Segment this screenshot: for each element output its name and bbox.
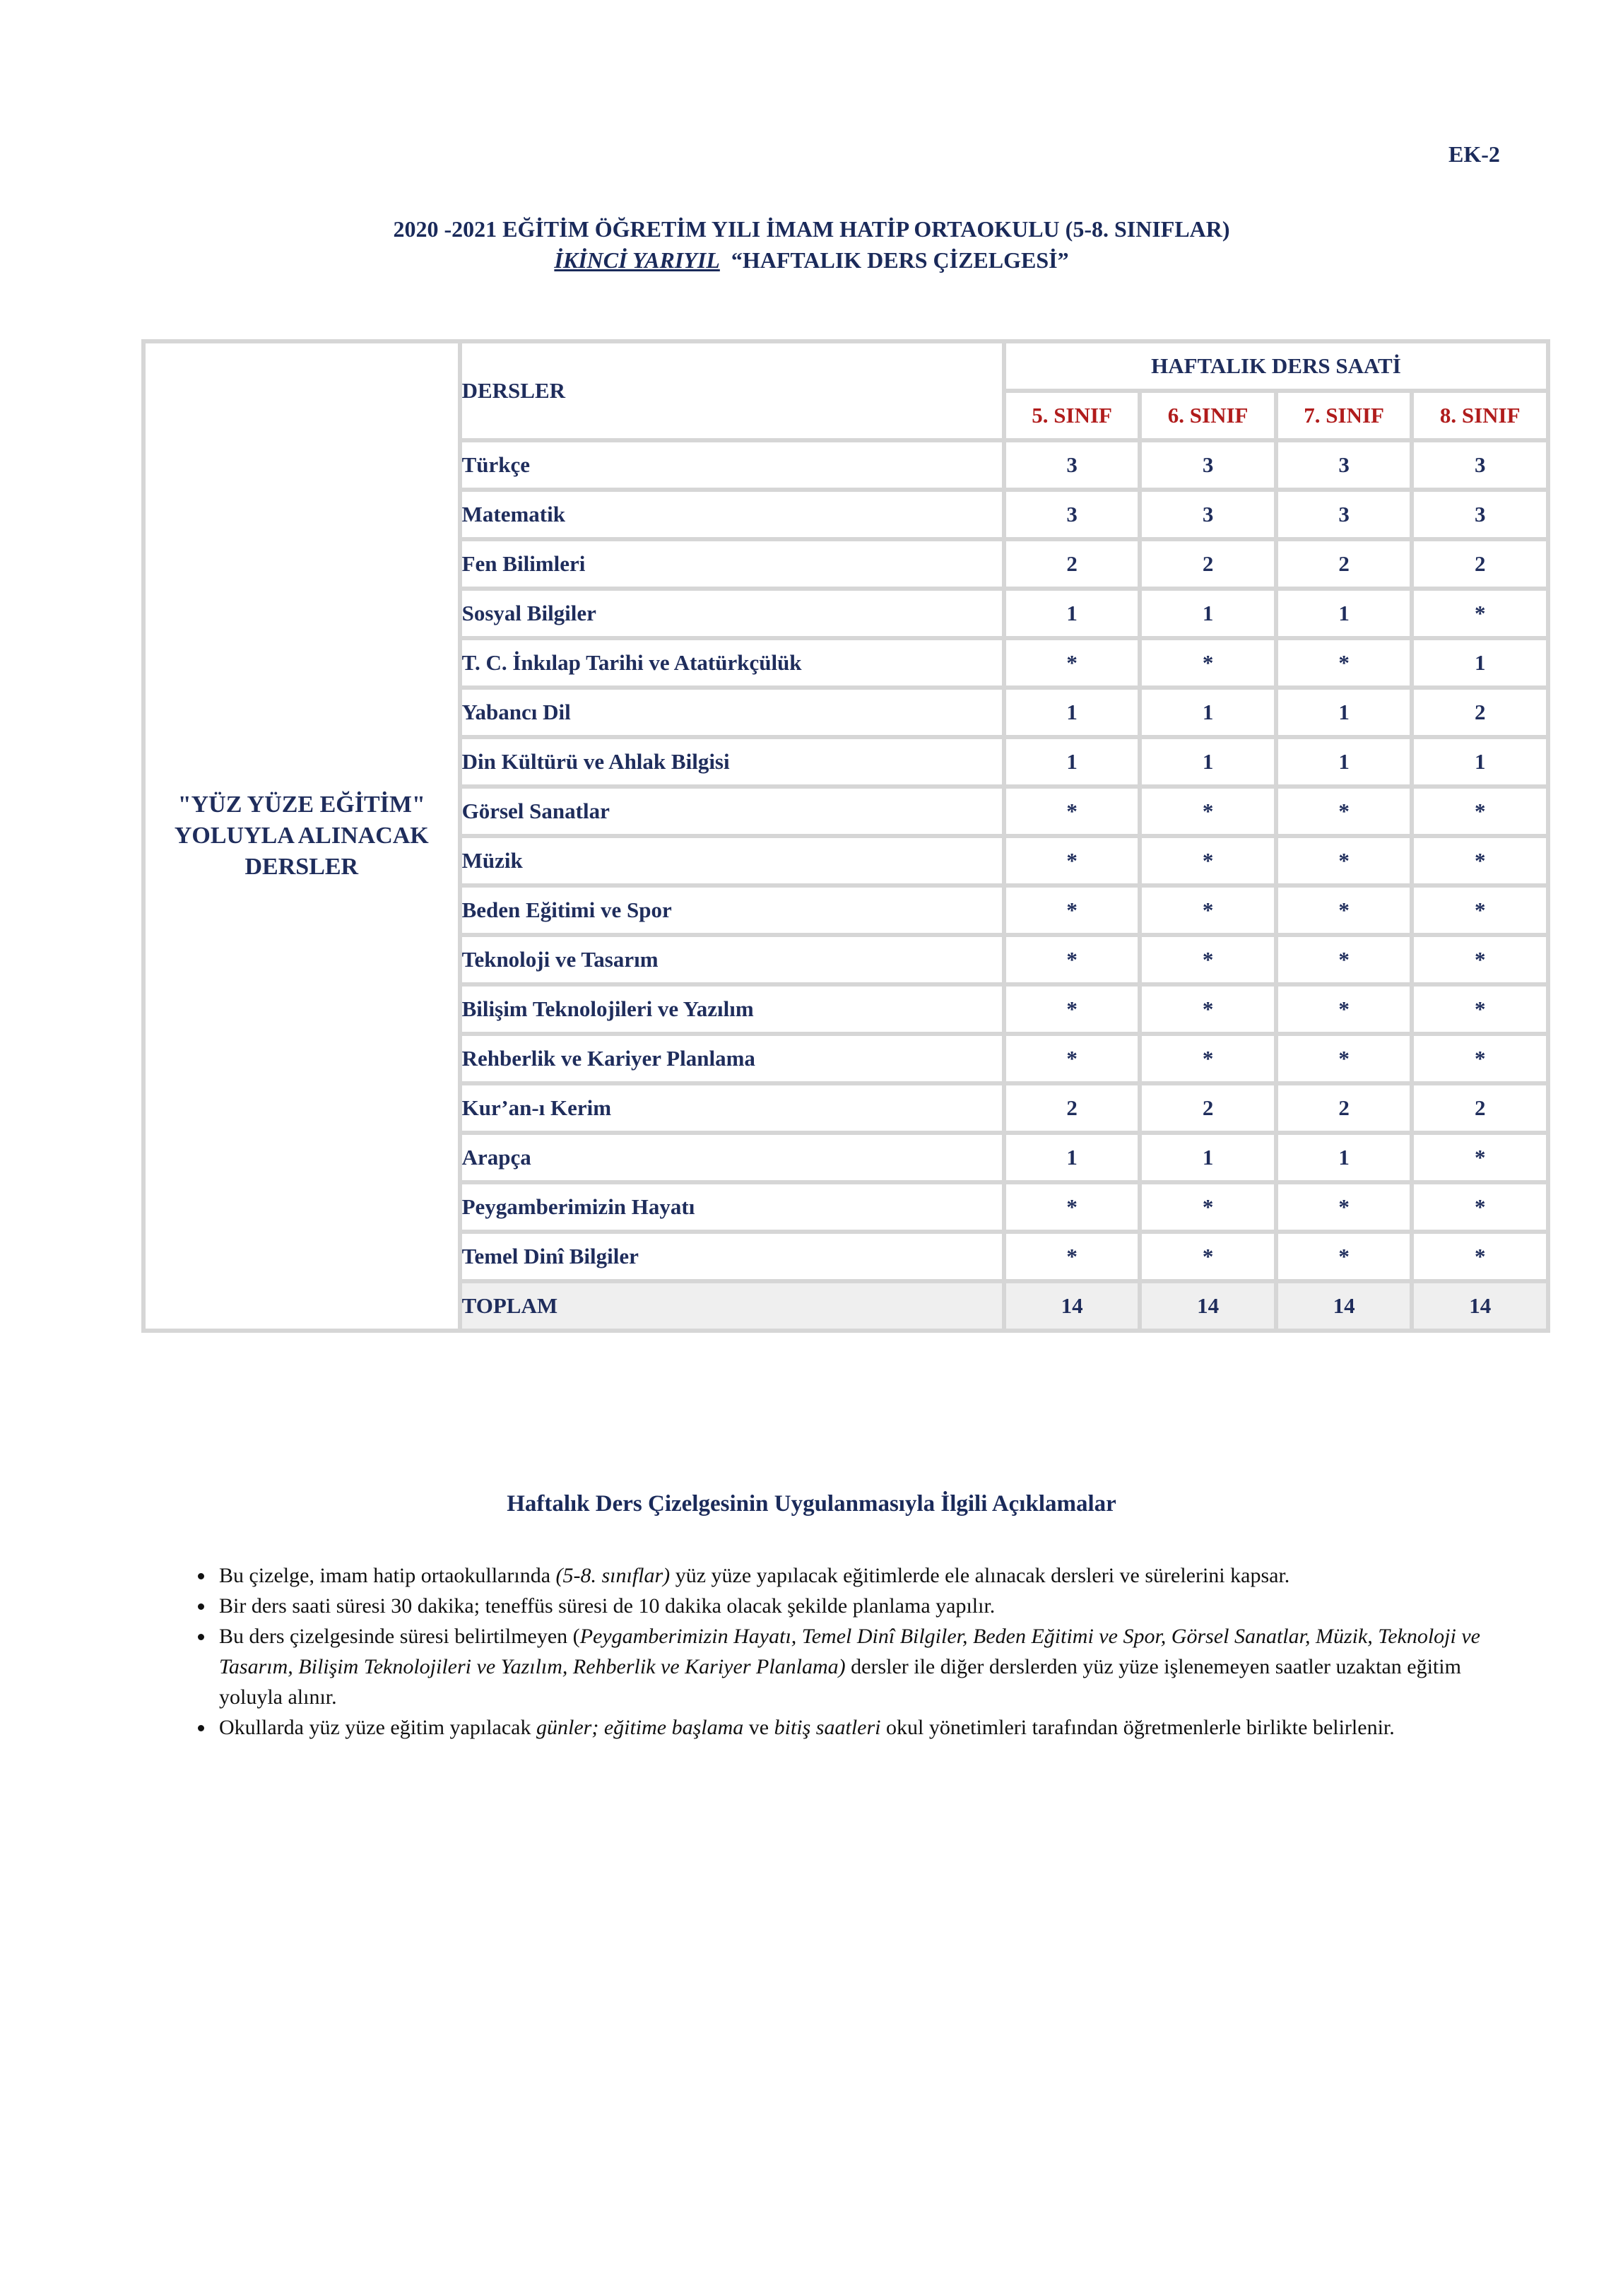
hours-cell: * [1006, 640, 1138, 685]
hours-cell: * [1278, 640, 1410, 685]
course-name: Bilişim Teknolojileri ve Yazılım [462, 987, 1002, 1032]
course-name: Kur’an-ı Kerim [462, 1085, 1002, 1131]
course-name: Matematik [462, 492, 1002, 537]
hours-cell: * [1278, 1234, 1410, 1279]
course-name: T. C. İnkılap Tarihi ve Atatürkçülük [462, 640, 1002, 685]
hours-cell: * [1278, 987, 1410, 1032]
hours-cell: * [1006, 789, 1138, 834]
hours-cell: * [1006, 987, 1138, 1032]
list-item: • Bir ders saati süresi 30 dakika; teneffüs süresi de 10 dakika olacak şekilde planlama yapılır. [215, 1591, 1515, 1621]
explanations-title: Haftalık Ders Çizelgesinin Uygulanmasıyla İlgili Açıklamalar [507, 1491, 1116, 1517]
courses-header: DERSLER [462, 343, 1002, 438]
hours-cell: 3 [1278, 492, 1410, 537]
document-subtitle [0, 247, 1623, 273]
course-name: Sosyal Bilgiler [462, 591, 1002, 636]
course-name: Rehberlik ve Kariyer Planlama [462, 1036, 1002, 1081]
hours-cell: 3 [1414, 492, 1546, 537]
hours-cell: * [1414, 1184, 1546, 1230]
hours-cell: 2 [1414, 1085, 1546, 1131]
list-item: • Okullarda yüz yüze eğitim yapılacak günler; eğitime başlama ve bitiş saatleri okul yönetimleri tarafından öğretmenlerle birlikte belirlenir. [215, 1712, 1515, 1743]
hours-cell: 3 [1278, 442, 1410, 488]
grade-header: 8. SINIF [1414, 393, 1546, 438]
hours-cell: 3 [1142, 442, 1274, 488]
hours-cell: 2 [1006, 1085, 1138, 1131]
hours-cell: * [1006, 888, 1138, 933]
hours-cell: * [1414, 888, 1546, 933]
explanations-list [178, 1560, 1515, 1743]
hours-cell: * [1278, 1036, 1410, 1081]
hours-cell: * [1006, 1234, 1138, 1279]
hours-cell: * [1278, 937, 1410, 982]
hours-cell: 3 [1006, 442, 1138, 488]
course-name: TOPLAM [462, 1283, 1002, 1329]
hours-cell: * [1142, 888, 1274, 933]
course-name: Din Kültürü ve Ahlak Bilgisi [462, 739, 1002, 784]
schedule-label: “HAFTALIK DERS ÇİZELGESİ” [731, 247, 1069, 273]
hours-cell: * [1006, 1184, 1138, 1230]
hours-cell: * [1414, 1135, 1546, 1180]
hours-cell: * [1142, 1234, 1274, 1279]
course-name: Temel Dinî Bilgiler [462, 1234, 1002, 1279]
hours-cell: * [1006, 838, 1138, 883]
hours-cell: * [1278, 888, 1410, 933]
side-category-label: "YÜZ YÜZE EĞİTİM" YOLUYLA ALINACAK DERSLER [146, 343, 458, 1329]
list-item: • Bu ders çizelgesinde süresi belirtilmeyen (Peygamberimizin Hayatı, Temel Dinî Bilgiler, Beden Eğitimi ve Spor, Görsel Sanatlar, Müzik, Teknoloji ve Tasarım, Bilişim Teknolojileri ve Yazılım, Rehberlik ve Kariyer Planlama) dersler ile diğer derslerden yüz yüze işlenemeyen saatler uzaktan eğitim yoluyla alınır. [215, 1621, 1515, 1712]
hours-cell: 3 [1006, 492, 1138, 537]
hours-cell: 2 [1278, 1085, 1410, 1131]
course-name: Arapça [462, 1135, 1002, 1180]
course-name: Peygamberimizin Hayatı [462, 1184, 1002, 1230]
hours-cell: * [1414, 1036, 1546, 1081]
hours-cell: 1 [1006, 591, 1138, 636]
hours-cell: * [1142, 1184, 1274, 1230]
hours-cell: 14 [1006, 1283, 1138, 1329]
grade-header: 6. SINIF [1142, 393, 1274, 438]
hours-cell: 3 [1142, 492, 1274, 537]
hours-cell: 2 [1142, 1085, 1274, 1131]
hours-cell: * [1414, 937, 1546, 982]
semester-label: İKİNCİ YARIYIL [554, 247, 720, 273]
hours-cell: 1 [1142, 690, 1274, 735]
course-name: Yabancı Dil [462, 690, 1002, 735]
hours-cell: * [1278, 789, 1410, 834]
hours-cell: 2 [1142, 541, 1274, 587]
hours-cell: 1 [1278, 690, 1410, 735]
document-title: 2020 -2021 EĞİTİM ÖĞRETİM YILI İMAM HATİP ORTAOKULU (5-8. SINIFLAR) [393, 216, 1230, 242]
weekly-schedule-table [141, 339, 1550, 1333]
hours-cell: 14 [1142, 1283, 1274, 1329]
hours-cell: * [1414, 838, 1546, 883]
grade-header: 7. SINIF [1278, 393, 1410, 438]
hours-cell: * [1414, 1234, 1546, 1279]
hours-cell: * [1142, 987, 1274, 1032]
course-name: Teknoloji ve Tasarım [462, 937, 1002, 982]
hours-cell: 1 [1006, 690, 1138, 735]
hours-cell: * [1414, 987, 1546, 1032]
hours-cell: 2 [1278, 541, 1410, 587]
hours-cell: 2 [1006, 541, 1138, 587]
hours-cell: * [1414, 591, 1546, 636]
hours-cell: 14 [1278, 1283, 1410, 1329]
course-name: Görsel Sanatlar [462, 789, 1002, 834]
hours-cell: * [1142, 1036, 1274, 1081]
course-name: Türkçe [462, 442, 1002, 488]
hours-cell: * [1278, 838, 1410, 883]
hours-cell: 1 [1142, 739, 1274, 784]
hours-cell: 1 [1006, 739, 1138, 784]
hours-cell: * [1142, 937, 1274, 982]
hours-cell: 2 [1414, 541, 1546, 587]
hours-cell: * [1006, 937, 1138, 982]
hours-cell: 1 [1414, 640, 1546, 685]
hours-cell: * [1142, 789, 1274, 834]
hours-cell: * [1142, 838, 1274, 883]
hours-cell: 1 [1278, 739, 1410, 784]
grade-header: 5. SINIF [1006, 393, 1138, 438]
list-item: • Bu çizelge, imam hatip ortaokullarında (5-8. sınıflar) yüz yüze yapılacak eğitimlerde ele alınacak dersleri ve sürelerini kapsar. [215, 1560, 1515, 1591]
hours-cell: 3 [1414, 442, 1546, 488]
course-name: Fen Bilimleri [462, 541, 1002, 587]
hours-cell: * [1414, 789, 1546, 834]
hours-cell: 1 [1414, 739, 1546, 784]
table-header-row [146, 343, 1546, 389]
course-name: Beden Eğitimi ve Spor [462, 888, 1002, 933]
hours-cell: * [1142, 640, 1274, 685]
hours-cell: * [1278, 1184, 1410, 1230]
course-name: Müzik [462, 838, 1002, 883]
hours-cell: 1 [1278, 1135, 1410, 1180]
weekly-hours-header: HAFTALIK DERS SAATİ [1006, 343, 1546, 389]
annex-label: EK-2 [1448, 141, 1500, 167]
hours-cell: 2 [1414, 690, 1546, 735]
hours-cell: 1 [1142, 591, 1274, 636]
hours-cell: * [1006, 1036, 1138, 1081]
hours-cell: 1 [1278, 591, 1410, 636]
hours-cell: 1 [1142, 1135, 1274, 1180]
hours-cell: 14 [1414, 1283, 1546, 1329]
hours-cell: 1 [1006, 1135, 1138, 1180]
